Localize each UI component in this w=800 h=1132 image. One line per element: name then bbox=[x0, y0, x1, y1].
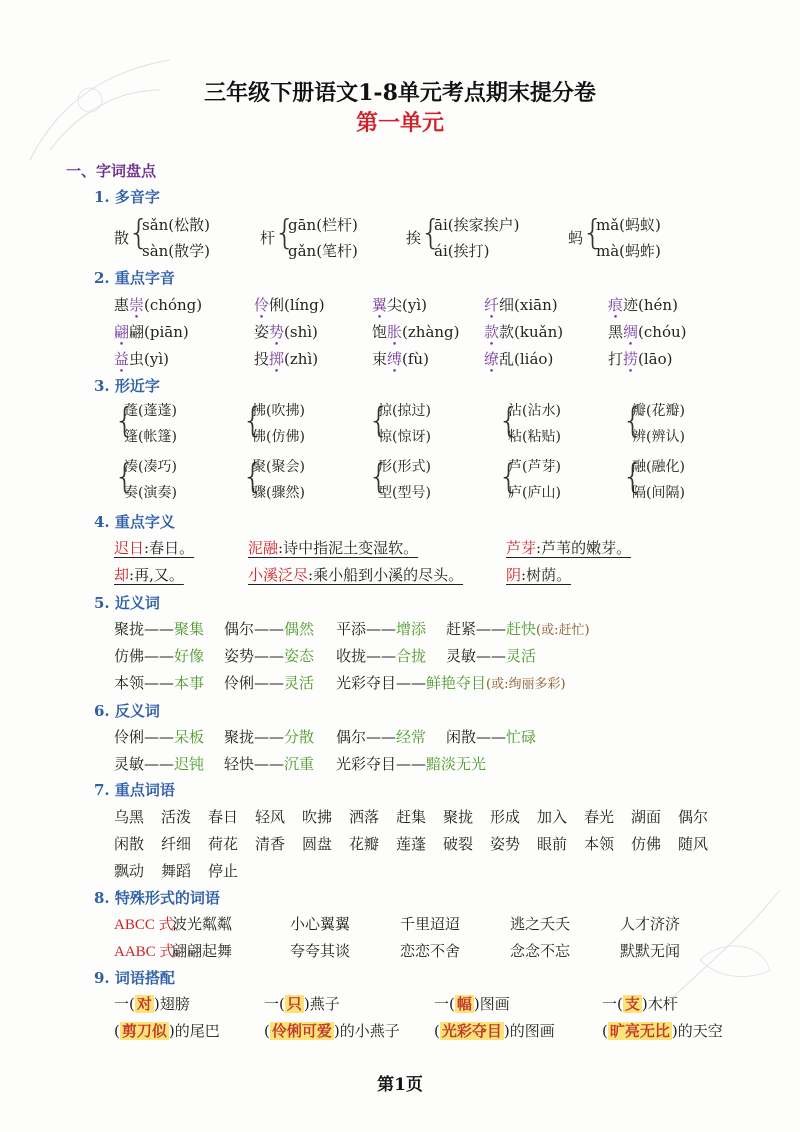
key-word: 纤细 bbox=[161, 835, 192, 853]
answer-highlight: 伶俐可爱 bbox=[271, 1022, 332, 1040]
dash: —— bbox=[144, 647, 175, 665]
dash: —— bbox=[396, 755, 427, 773]
antonym-answer: 沉重 bbox=[284, 755, 315, 773]
key-word: 停止 bbox=[208, 862, 239, 880]
dash: —— bbox=[254, 728, 285, 746]
synonym-answer: 好像 bbox=[174, 647, 205, 665]
dash: —— bbox=[366, 728, 397, 746]
meaning-item: 小溪泛尽:乘小船到小溪的尽头。 bbox=[248, 566, 464, 584]
word: 本领 bbox=[114, 674, 145, 692]
char: 黑 bbox=[608, 323, 624, 341]
similar-char: 融(融化) bbox=[632, 459, 685, 475]
key-word: 活泼 bbox=[161, 808, 192, 826]
unit-title: 第一单元 bbox=[355, 110, 444, 136]
similar-char: 型(型号) bbox=[378, 485, 431, 501]
key-word: 姿势 bbox=[490, 835, 521, 853]
note: (或:绚丽多彩) bbox=[486, 677, 566, 692]
antonym-pair bbox=[224, 753, 314, 774]
antonym-answer: 黯淡无光 bbox=[426, 755, 487, 773]
key-word: 随风 bbox=[678, 835, 709, 853]
meaning-item: 芦芽:芦苇的嫩芽。 bbox=[506, 539, 632, 557]
answer-highlight: 旷亮无比 bbox=[609, 1022, 670, 1040]
similar-char: 粘(粘贴) bbox=[508, 429, 561, 445]
key-word: 圆盘 bbox=[302, 835, 333, 853]
antonym-answer: 经常 bbox=[396, 728, 427, 746]
synonym-pair bbox=[224, 645, 314, 666]
key-word: 洒落 bbox=[349, 808, 380, 826]
dotted-char: 款 bbox=[484, 323, 500, 341]
collocation-item bbox=[264, 1020, 400, 1041]
synonym-pair bbox=[224, 672, 314, 693]
brace-icon: { bbox=[114, 457, 136, 497]
answer-highlight: 只 bbox=[286, 995, 302, 1013]
synonym-answer: 增添 bbox=[396, 620, 427, 638]
synonym-pair bbox=[446, 645, 536, 666]
pinyin: (lāo) bbox=[638, 350, 673, 368]
char: 细 bbox=[499, 296, 515, 314]
word: 光彩夺目 bbox=[336, 755, 397, 773]
special-word: 逃之夭夭 bbox=[510, 915, 571, 933]
pinyin: (zhàng) bbox=[402, 323, 460, 341]
similar-char-pair bbox=[114, 400, 234, 452]
special-word: 小心翼翼 bbox=[290, 915, 351, 933]
pinyin: (yì) bbox=[144, 350, 170, 368]
subsection-title-special-forms: 8. 特殊形式的词语 bbox=[94, 889, 220, 907]
dash: —— bbox=[396, 674, 427, 692]
synonym-answer: 姿态 bbox=[284, 647, 315, 665]
synonym-pair bbox=[114, 645, 204, 666]
dash: —— bbox=[476, 620, 507, 638]
similar-char-pair bbox=[242, 400, 362, 452]
text: )的天空 bbox=[671, 1022, 723, 1040]
dotted-char: 痕 bbox=[608, 296, 624, 314]
synonym-answer: 本事 bbox=[174, 674, 205, 692]
brace-icon: { bbox=[622, 401, 644, 441]
dotted-char: 缚 bbox=[387, 350, 403, 368]
brace-icon: { bbox=[114, 401, 136, 441]
key-word: 轻风 bbox=[255, 808, 286, 826]
dash: —— bbox=[144, 620, 175, 638]
char: 虫 bbox=[129, 350, 145, 368]
similar-char: 隔(间隔) bbox=[632, 485, 685, 501]
similar-char-pair bbox=[622, 400, 742, 452]
brace-icon: { bbox=[368, 457, 390, 497]
collocation-item bbox=[434, 993, 510, 1014]
pinyin: (líng) bbox=[284, 296, 325, 314]
synonym-pair bbox=[336, 618, 426, 639]
brace-icon: { bbox=[498, 401, 520, 441]
word: 伶俐 bbox=[224, 674, 255, 692]
answer-highlight: 对 bbox=[136, 995, 152, 1013]
pinyin: (yì) bbox=[402, 296, 428, 314]
pronunciation-item bbox=[114, 294, 202, 315]
page-title: 三年级下册语文1-8单元考点期末提分卷 bbox=[204, 80, 596, 106]
char: 束 bbox=[372, 350, 388, 368]
word: 灵敏 bbox=[114, 755, 145, 773]
text: )燕子 bbox=[303, 995, 340, 1013]
brace-icon: { bbox=[242, 401, 264, 441]
synonym-answer: 灵活 bbox=[506, 647, 537, 665]
special-word: 千里迢迢 bbox=[400, 915, 461, 933]
dotted-char: 伶 bbox=[254, 296, 270, 314]
meaning-item: 迟日:春日。 bbox=[114, 539, 195, 557]
special-word: 念念不忘 bbox=[510, 942, 571, 960]
pinyin: (chóu) bbox=[638, 323, 687, 341]
similar-char: 佛(仿佛) bbox=[252, 429, 305, 445]
dash: —— bbox=[144, 728, 175, 746]
pronunciation-item bbox=[608, 348, 673, 369]
text: 一( bbox=[602, 995, 623, 1013]
answer-highlight: 支 bbox=[624, 995, 640, 1013]
text: 一( bbox=[434, 995, 455, 1013]
word: 闲散 bbox=[446, 728, 477, 746]
text: 一( bbox=[114, 995, 135, 1013]
similar-char: 瓣(花瓣) bbox=[632, 403, 685, 419]
text: 一( bbox=[264, 995, 285, 1013]
text: ( bbox=[114, 1022, 120, 1040]
key-word: 本领 bbox=[584, 835, 615, 853]
similar-char-pair bbox=[368, 456, 488, 508]
pronunciation-item bbox=[484, 321, 563, 342]
dash: —— bbox=[366, 620, 397, 638]
key-word: 闲散 bbox=[114, 835, 145, 853]
synonym-answer: 合拢 bbox=[396, 647, 427, 665]
similar-char: 芦(芦芽) bbox=[508, 459, 561, 475]
dash: —— bbox=[144, 755, 175, 773]
pronunciation-item bbox=[372, 348, 429, 369]
key-word: 莲蓬 bbox=[396, 835, 427, 853]
pronunciation-item bbox=[254, 348, 318, 369]
key-word: 春光 bbox=[584, 808, 615, 826]
dash: —— bbox=[254, 647, 285, 665]
similar-char-pair bbox=[498, 400, 618, 452]
text: ( bbox=[602, 1022, 608, 1040]
synonym-answer: 赶快 bbox=[506, 620, 537, 638]
special-word: 人才济济 bbox=[620, 915, 681, 933]
similar-char-pair bbox=[498, 456, 618, 508]
key-word: 形成 bbox=[490, 808, 521, 826]
similar-char: 凑(凑巧) bbox=[124, 459, 177, 475]
similar-char: 庐(庐山) bbox=[508, 485, 561, 501]
dotted-char: 捞 bbox=[623, 350, 639, 368]
antonym-answer: 分散 bbox=[284, 728, 315, 746]
key-word: 飘动 bbox=[114, 862, 145, 880]
answer-highlight: 光彩夺目 bbox=[441, 1022, 502, 1040]
form-label: AABC 式: bbox=[114, 944, 179, 960]
special-word: 波光粼粼 bbox=[172, 915, 233, 933]
similar-char: 辨(辨认) bbox=[632, 429, 685, 445]
special-word: 翩翩起舞 bbox=[172, 942, 233, 960]
similar-char-pair bbox=[368, 400, 488, 452]
pinyin: (piān) bbox=[144, 323, 189, 341]
brace-icon: { bbox=[368, 401, 390, 441]
key-word: 赶集 bbox=[396, 808, 427, 826]
pinyin: (chóng) bbox=[144, 296, 203, 314]
collocation-item bbox=[264, 993, 340, 1014]
word: 光彩夺目 bbox=[336, 674, 397, 692]
word: 轻快 bbox=[224, 755, 255, 773]
antonym-answer: 呆板 bbox=[174, 728, 205, 746]
pronunciation-item bbox=[372, 294, 427, 315]
dotted-char: 胀 bbox=[387, 323, 403, 341]
pronunciation-item bbox=[114, 348, 169, 369]
similar-char: 沾(沾水) bbox=[508, 403, 561, 419]
dash: —— bbox=[254, 620, 285, 638]
pronunciation-item bbox=[254, 294, 325, 315]
char: 迹 bbox=[623, 296, 639, 314]
key-word: 眼前 bbox=[537, 835, 568, 853]
key-word: 加入 bbox=[537, 808, 568, 826]
text: )木杆 bbox=[641, 995, 678, 1013]
similar-char: 掠(掠过) bbox=[378, 403, 431, 419]
key-word: 湖面 bbox=[631, 808, 662, 826]
antonym-pair bbox=[224, 726, 314, 747]
dotted-char: 翼 bbox=[372, 296, 388, 314]
pinyin: (zhì) bbox=[284, 350, 319, 368]
word: 聚拢 bbox=[224, 728, 255, 746]
pinyin: (liáo) bbox=[514, 350, 554, 368]
char: 俐 bbox=[269, 296, 285, 314]
dash: —— bbox=[254, 674, 285, 692]
synonym-answer: 聚集 bbox=[174, 620, 205, 638]
dotted-char: 势 bbox=[269, 323, 285, 341]
key-word: 花瓣 bbox=[349, 835, 380, 853]
pronunciation-item bbox=[372, 321, 460, 342]
dotted-char: 缭 bbox=[484, 350, 500, 368]
text: ( bbox=[434, 1022, 440, 1040]
similar-char: 骤(骤然) bbox=[252, 485, 305, 501]
similar-char-pair bbox=[242, 456, 362, 508]
dotted-char: 崇 bbox=[129, 296, 145, 314]
word: 偶尔 bbox=[336, 728, 367, 746]
word: 伶俐 bbox=[114, 728, 145, 746]
collocation-item bbox=[114, 1020, 220, 1041]
char: 乱 bbox=[499, 350, 515, 368]
pinyin: (kuǎn) bbox=[514, 323, 564, 341]
antonym-answer: 迟钝 bbox=[174, 755, 205, 773]
subsection-title-antonyms: 6. 反义词 bbox=[94, 702, 160, 720]
char: 投 bbox=[254, 350, 270, 368]
synonym-pair bbox=[114, 618, 204, 639]
similar-char: 篷(帐篷) bbox=[124, 429, 177, 445]
subsection-title-pronunciation: 2. 重点字音 bbox=[94, 269, 175, 287]
similar-char: 聚(聚会) bbox=[252, 459, 305, 475]
antonym-pair bbox=[446, 726, 536, 747]
key-word: 清香 bbox=[255, 835, 286, 853]
key-word: 聚拢 bbox=[443, 808, 474, 826]
subsection-title-similar-chars: 3. 形近字 bbox=[94, 377, 160, 395]
subsection-title-polyphones: 1. 多音字 bbox=[94, 188, 160, 206]
meaning-item: 阴:树荫。 bbox=[506, 566, 572, 584]
brace-icon: { bbox=[498, 457, 520, 497]
key-word: 春日 bbox=[208, 808, 239, 826]
pinyin: (fù) bbox=[402, 350, 429, 368]
brace-icon: { bbox=[622, 457, 644, 497]
char: 尖 bbox=[387, 296, 403, 314]
collocation-item bbox=[434, 1020, 555, 1041]
pronunciation-item bbox=[608, 321, 687, 342]
word: 平添 bbox=[336, 620, 367, 638]
key-word: 舞蹈 bbox=[161, 862, 192, 880]
dotted-char: 纤 bbox=[484, 296, 500, 314]
dash: —— bbox=[476, 647, 507, 665]
key-word: 破裂 bbox=[443, 835, 474, 853]
pinyin: (hén) bbox=[638, 296, 678, 314]
similar-char-pair bbox=[114, 456, 234, 508]
dash: —— bbox=[144, 674, 175, 692]
key-word: 偶尔 bbox=[678, 808, 709, 826]
word: 偶尔 bbox=[224, 620, 255, 638]
subsection-title-synonyms: 5. 近义词 bbox=[94, 594, 160, 612]
char: 翩 bbox=[129, 323, 145, 341]
synonym-pair bbox=[336, 645, 426, 666]
form-label: ABCC 式: bbox=[114, 917, 178, 933]
key-word: 吹拂 bbox=[302, 808, 333, 826]
section-heading: 一、字词盘点 bbox=[66, 162, 157, 180]
antonym-pair bbox=[114, 726, 204, 747]
text: )翅膀 bbox=[153, 995, 190, 1013]
special-word: 夸夸其谈 bbox=[290, 942, 351, 960]
key-word: 荷花 bbox=[208, 835, 239, 853]
collocation-item bbox=[114, 993, 190, 1014]
pronunciation-item bbox=[608, 294, 678, 315]
char: 饱 bbox=[372, 323, 388, 341]
similar-char: 形(形式) bbox=[378, 459, 431, 475]
antonym-answer: 忙碌 bbox=[506, 728, 537, 746]
page-number: 第1页 bbox=[377, 1075, 423, 1095]
word: 姿势 bbox=[224, 647, 255, 665]
key-word: 乌黑 bbox=[114, 808, 145, 826]
synonym-pair bbox=[224, 618, 314, 639]
synonym-pair bbox=[114, 672, 204, 693]
text: ( bbox=[264, 1022, 270, 1040]
brace-icon: { bbox=[242, 457, 264, 497]
text: )的图画 bbox=[503, 1022, 555, 1040]
synonym-pair bbox=[446, 618, 590, 639]
word: 灵敏 bbox=[446, 647, 477, 665]
word: 仿佛 bbox=[114, 647, 145, 665]
synonym-answer: 鲜艳夺目 bbox=[426, 674, 487, 692]
char: 惠 bbox=[114, 296, 130, 314]
polyphone-block: 散 { sǎn(松散) sàn(散学) 杆 { gān(栏杆) gǎn(笔杆) 挨 { āi(挨家挨户) ái(挨打) 蚂 { mǎ(蚂蚁) mà(蚂蚱) bbox=[114, 213, 661, 260]
pronunciation-item bbox=[114, 321, 189, 342]
key-word: 仿佛 bbox=[631, 835, 662, 853]
collocation-item bbox=[602, 993, 678, 1014]
subsection-title-collocations: 9. 词语搭配 bbox=[94, 969, 175, 987]
subsection-title-key-words: 7. 重点词语 bbox=[94, 781, 175, 799]
char: 打 bbox=[608, 350, 624, 368]
pronunciation-item bbox=[484, 294, 558, 315]
pronunciation-item bbox=[254, 321, 318, 342]
answer-highlight: 剪刀似 bbox=[121, 1022, 167, 1040]
dotted-char: 掷 bbox=[269, 350, 285, 368]
dotted-char: 绸 bbox=[623, 323, 639, 341]
dotted-char: 益 bbox=[114, 350, 130, 368]
char: 姿 bbox=[254, 323, 270, 341]
similar-char: 惊(惊讶) bbox=[378, 429, 431, 445]
pinyin: (xiān) bbox=[514, 296, 558, 314]
text: )的小燕子 bbox=[333, 1022, 400, 1040]
word: 聚拢 bbox=[114, 620, 145, 638]
text: )的尾巴 bbox=[168, 1022, 220, 1040]
antonym-pair bbox=[336, 753, 486, 774]
special-word: 默默无闻 bbox=[620, 942, 681, 960]
meaning-item: 却:再,又。 bbox=[114, 566, 184, 584]
word: 赶紧 bbox=[446, 620, 477, 638]
similar-char-pair bbox=[622, 456, 742, 508]
char: 款 bbox=[499, 323, 515, 341]
note: (或:赶忙) bbox=[536, 623, 590, 638]
similar-char: 拂(吹拂) bbox=[252, 403, 305, 419]
collocation-item bbox=[602, 1020, 723, 1041]
dotted-char: 翩 bbox=[114, 323, 130, 341]
antonym-pair bbox=[114, 753, 204, 774]
pronunciation-item bbox=[484, 348, 553, 369]
synonym-pair bbox=[336, 672, 566, 693]
pinyin: (shì) bbox=[284, 323, 318, 341]
synonym-answer: 灵活 bbox=[284, 674, 315, 692]
similar-char: 蓬(蓬蓬) bbox=[124, 403, 177, 419]
synonym-answer: 偶然 bbox=[284, 620, 315, 638]
special-word: 恋恋不舍 bbox=[400, 942, 461, 960]
text: )图画 bbox=[473, 995, 510, 1013]
dash: —— bbox=[254, 755, 285, 773]
subsection-title-meanings: 4. 重点字义 bbox=[94, 513, 175, 531]
dash: —— bbox=[476, 728, 507, 746]
meaning-item: 泥融:诗中指泥土变湿软。 bbox=[248, 539, 419, 557]
antonym-pair bbox=[336, 726, 426, 747]
meanings-block bbox=[114, 537, 774, 587]
similar-char: 奏(演奏) bbox=[124, 485, 177, 501]
answer-highlight: 幅 bbox=[456, 995, 472, 1013]
word: 收拢 bbox=[336, 647, 367, 665]
dash: —— bbox=[366, 647, 397, 665]
